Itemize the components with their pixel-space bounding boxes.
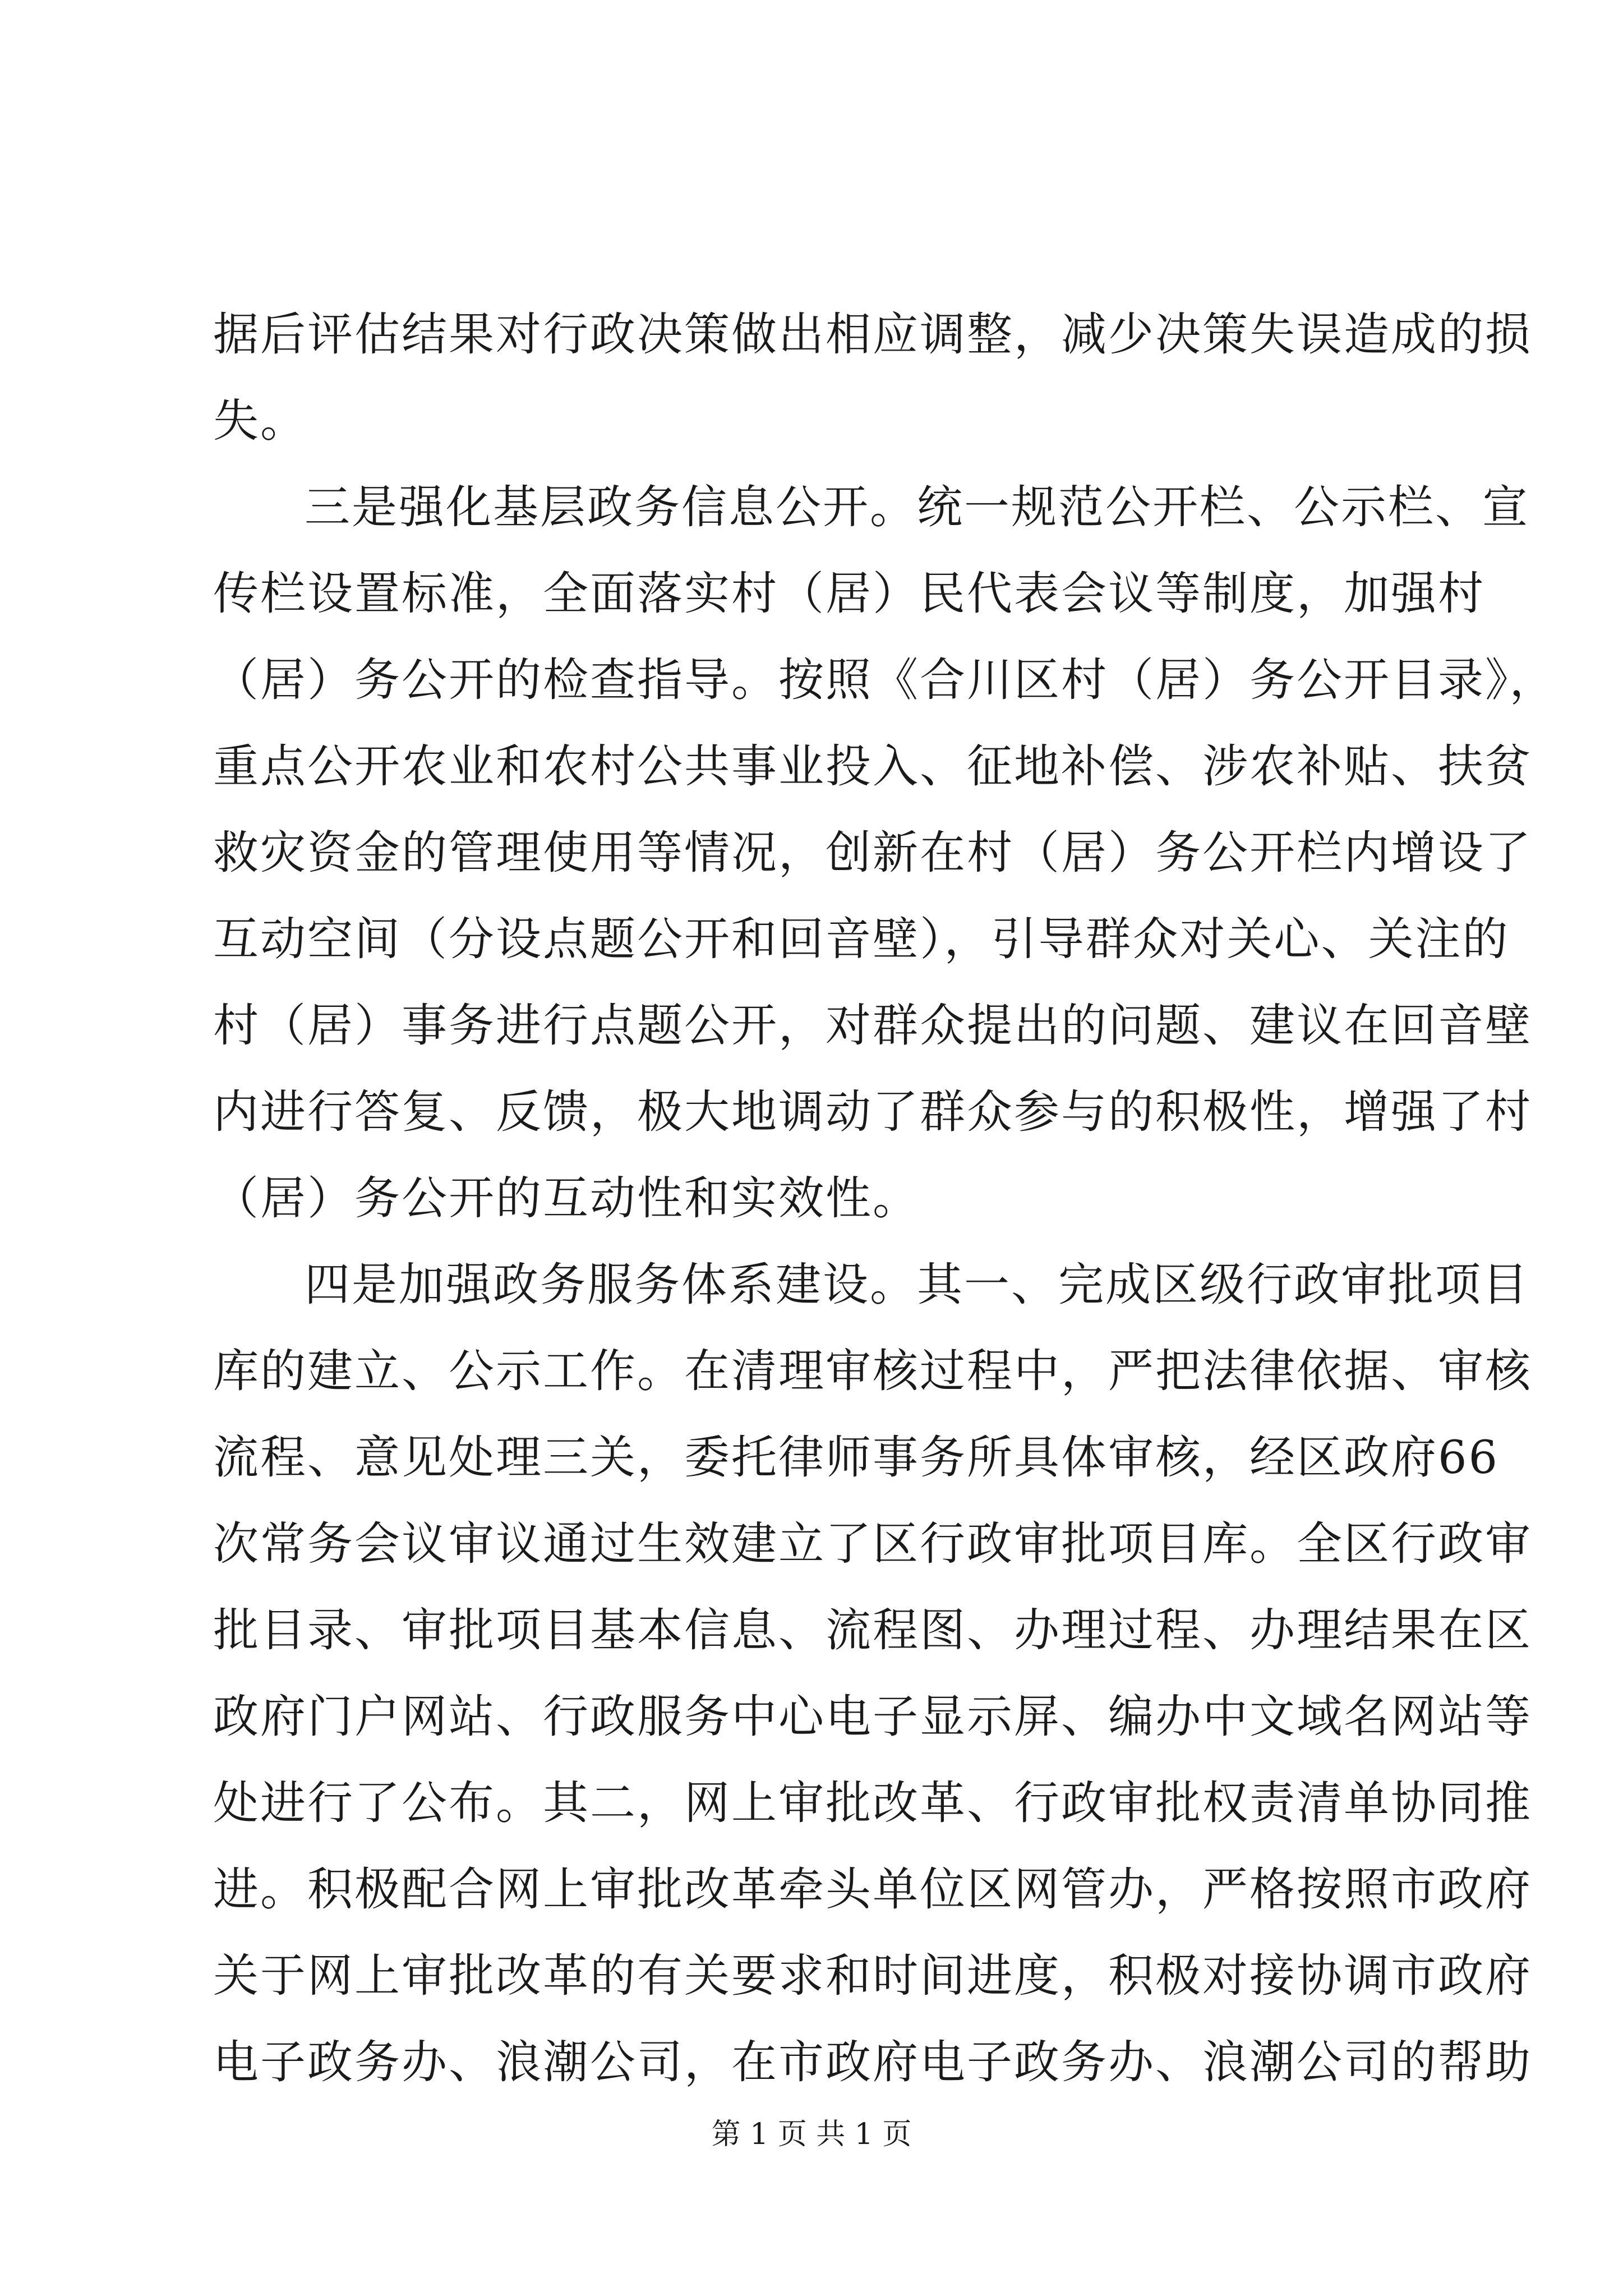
text-line: 救灾资金的管理使用等情况，创新在村（居）务公开栏内增设了 bbox=[213, 827, 1533, 880]
text-line: 政府门户网站、行政服务中心电子显示屏、编办中文域名网站等 bbox=[213, 1691, 1533, 1743]
text-line: 关于网上审批改革的有关要求和时间进度，积极对接协调市政府 bbox=[213, 1950, 1533, 2003]
text-line: 批目录、审批项目基本信息、流程图、办理过程、办理结果在区 bbox=[213, 1604, 1533, 1657]
paragraph-start-line: 四是加强政务服务体系建设。其一、完成区级行政审批项目 bbox=[305, 1259, 1530, 1312]
text-line: 库的建立、公示工作。在清理审核过程中，严把法律依据、审核 bbox=[213, 1345, 1533, 1398]
text-line: 内进行答复、反馈，极大地调动了群众参与的积极性，增强了村 bbox=[213, 1086, 1533, 1139]
text-line: 传栏设置标准，全面落实村（居）民代表会议等制度，加强村 bbox=[213, 568, 1486, 620]
text-line: 互动空间（分设点题公开和回音壁），引导群众对关心、关注的 bbox=[213, 913, 1510, 966]
text-line: 村（居）事务进行点题公开，对群众提出的问题、建议在回音壁 bbox=[213, 1000, 1533, 1052]
document-body bbox=[213, 292, 1557, 2106]
text-line: （居）务公开的检查指导。按照《合川区村（居）务公开目录》， bbox=[213, 654, 1557, 707]
text-line: 电子政务办、浪潮公司，在市政府电子政务办、浪潮公司的帮助 bbox=[213, 2036, 1533, 2089]
page-number-label: 第 1 页 共 1 页 bbox=[711, 2118, 912, 2151]
text-line: 据后评估结果对行政决策做出相应调整，减少决策失误造成的损 bbox=[213, 309, 1533, 361]
text-line: 次常务会议审议通过生效建立了区行政审批项目库。全区行政审 bbox=[213, 1518, 1533, 1571]
text-line: 流程、意见处理三关，委托律师事务所具体审核，经区政府66 bbox=[213, 1432, 1500, 1484]
text-line: 失。 bbox=[213, 395, 308, 448]
paragraph-start-line: 三是强化基层政务信息公开。统一规范公开栏、公示栏、宣 bbox=[305, 481, 1530, 534]
text-line: 进。积极配合网上审批改革牵头单位区网管办，严格按照市政府 bbox=[213, 1864, 1533, 1916]
text-line: 处进行了公布。其二，网上审批改革、行政审批权责清单协同推 bbox=[213, 1777, 1533, 1830]
page-footer bbox=[0, 2115, 1623, 2154]
text-line: （居）务公开的互动性和实效性。 bbox=[213, 1172, 920, 1225]
text-line: 重点公开农业和农村公共事业投入、征地补偿、涉农补贴、扶贫 bbox=[213, 740, 1533, 793]
